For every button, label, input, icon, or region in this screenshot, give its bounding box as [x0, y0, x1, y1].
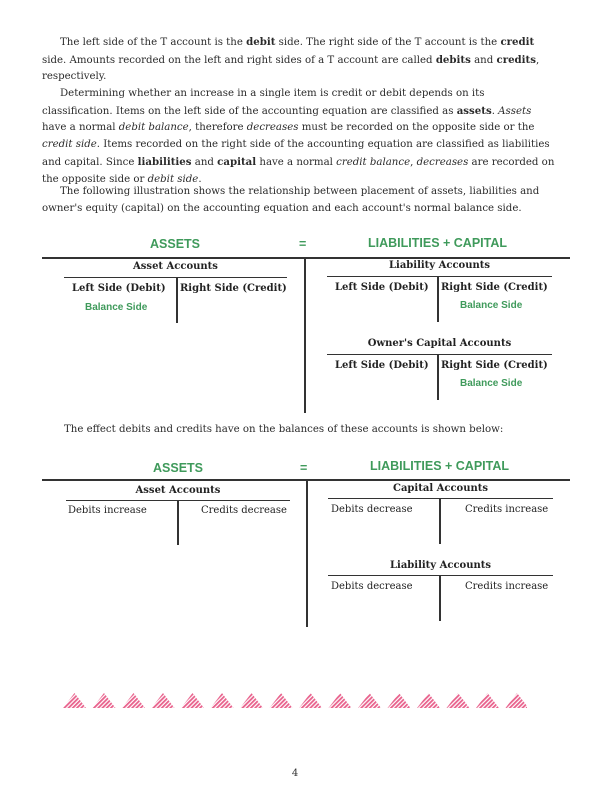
decorative-triangle [417, 693, 440, 708]
decorative-triangle [329, 693, 352, 708]
t-account-top-line [328, 498, 553, 499]
term-assets: assets [456, 104, 492, 117]
decorative-triangle [270, 693, 293, 708]
term-credit-balance: credit balance [336, 156, 411, 168]
balance-side-label: Balance Side [85, 302, 148, 313]
paragraph-illustration-intro: The following illustration shows the relationship between placement of assets, liabilities and owner's equity (capital) on the accounting equation and each account's normal balance side. [42, 186, 540, 214]
asset-accounts-title: Asset Accounts [135, 485, 221, 496]
term-debit: debit [246, 36, 276, 48]
t-account-top-line [327, 354, 552, 355]
term-debit-side: debit side [147, 173, 199, 185]
t-account-top-line [327, 276, 552, 277]
decorative-triangle [476, 693, 499, 708]
decorative-triangle [211, 693, 234, 708]
asset-accounts-title: Asset Accounts [133, 261, 218, 272]
text-run: and [191, 156, 218, 168]
decorative-triangle [63, 693, 86, 708]
text-run: , respectively. [42, 54, 540, 83]
t-account-stem [439, 575, 441, 621]
text-run: side. Amounts recorded on the left and right sides of a T account are called [42, 54, 436, 66]
paragraph-effect-intro: The effect debits and credits have on the balances of these accounts is shown below: [64, 424, 504, 435]
term-debits: debits [435, 53, 471, 66]
t-account-stem [177, 500, 179, 545]
right-side-credit-label: Right Side (Credit) [441, 282, 548, 293]
page-number: 4 [291, 768, 299, 779]
right-side-credit-label: Right Side (Credit) [441, 360, 548, 371]
text-run: have a normal [256, 156, 337, 168]
assets-heading: ASSETS [153, 461, 204, 475]
left-side-debit-label: Left Side (Debit) [72, 283, 166, 294]
term-capital: capital [217, 155, 257, 168]
equals-sign: = [299, 237, 307, 251]
term-decreases: decreases [416, 156, 469, 168]
text-run: , therefore [188, 122, 247, 134]
decorative-triangle [181, 693, 204, 708]
term-liabilities: liabilities [137, 155, 192, 168]
equation-divider [304, 257, 306, 413]
text-run: must be recorded on the opposite side or the [298, 122, 535, 134]
equation-divider [306, 479, 308, 627]
decorative-triangle [240, 693, 263, 708]
normal-balance-diagram [0, 233, 590, 413]
decorative-triangle [152, 693, 175, 708]
decorative-triangle-border [62, 692, 527, 710]
term-debit-balance: debit balance [118, 122, 189, 134]
text-run: and [470, 54, 497, 66]
left-side-debit-label: Left Side (Debit) [335, 282, 429, 293]
term-decreases: decreases [246, 122, 299, 134]
credits-increase-label: Credits increase [465, 581, 549, 592]
t-account-top-line [328, 575, 553, 576]
decorative-triangle [358, 693, 381, 708]
decorative-triangle [299, 693, 322, 708]
triangle-row [63, 693, 527, 708]
text-run: The left side of the T account is the [60, 37, 247, 48]
decorative-triangle [122, 693, 145, 708]
text-run: are recorded on the opposite side or [42, 156, 555, 185]
left-side-debit-label: Left Side (Debit) [335, 360, 429, 371]
text-run: Determining whether an increase in a single item is credit or debit depends on its classification. Items on the left side of the accounting equation are classified as [42, 88, 485, 117]
balance-side-label: Balance Side [460, 300, 523, 311]
decorative-triangle [388, 693, 411, 708]
text-run: . Items recorded on the right side of the accounting equation are classified as liabilities and capital. Since [42, 139, 550, 168]
right-side-credit-label: Right Side (Credit) [180, 283, 287, 294]
text-run: . [198, 173, 202, 185]
t-account-stem [437, 354, 439, 400]
liability-accounts-title: Liability Accounts [388, 260, 490, 271]
balance-side-label: Balance Side [460, 378, 523, 389]
debits-decrease-label: Debits decrease [331, 504, 413, 515]
text-run: side. The right side of the T account is the [275, 37, 501, 48]
liabilities-capital-heading: LIABILITIES + CAPITAL [368, 236, 508, 250]
credits-increase-label: Credits increase [465, 504, 549, 515]
decorative-triangle [506, 693, 528, 708]
t-account-stem [439, 498, 441, 544]
term-credits: credits [496, 53, 536, 66]
decorative-triangle [447, 693, 470, 708]
credits-decrease-label: Credits decrease [201, 505, 287, 516]
capital-accounts-title: Capital Accounts [392, 483, 488, 494]
text-run: . [491, 105, 499, 117]
t-account-stem [437, 276, 439, 322]
debits-decrease-label: Debits decrease [331, 581, 413, 592]
t-account-stem [176, 277, 178, 323]
text-run: , [410, 156, 417, 168]
liabilities-capital-heading: LIABILITIES + CAPITAL [370, 459, 510, 473]
text-run: have a normal [42, 122, 119, 134]
owners-capital-accounts-title: Owner's Capital Accounts [367, 338, 512, 349]
equals-sign: = [300, 461, 308, 475]
term-credit-side: credit side [42, 139, 97, 151]
term-credit: credit [500, 36, 535, 48]
paragraph-classification [42, 86, 557, 188]
debit-credit-effect-diagram [0, 457, 590, 627]
assets-heading: ASSETS [150, 237, 201, 251]
debits-increase-label: Debits increase [68, 505, 147, 516]
paragraph-debit-credit-sides [42, 34, 557, 86]
decorative-triangle [93, 693, 116, 708]
liability-accounts-title: Liability Accounts [389, 560, 491, 571]
term-assets-italic: Assets [498, 105, 532, 117]
equation-line [42, 257, 570, 259]
